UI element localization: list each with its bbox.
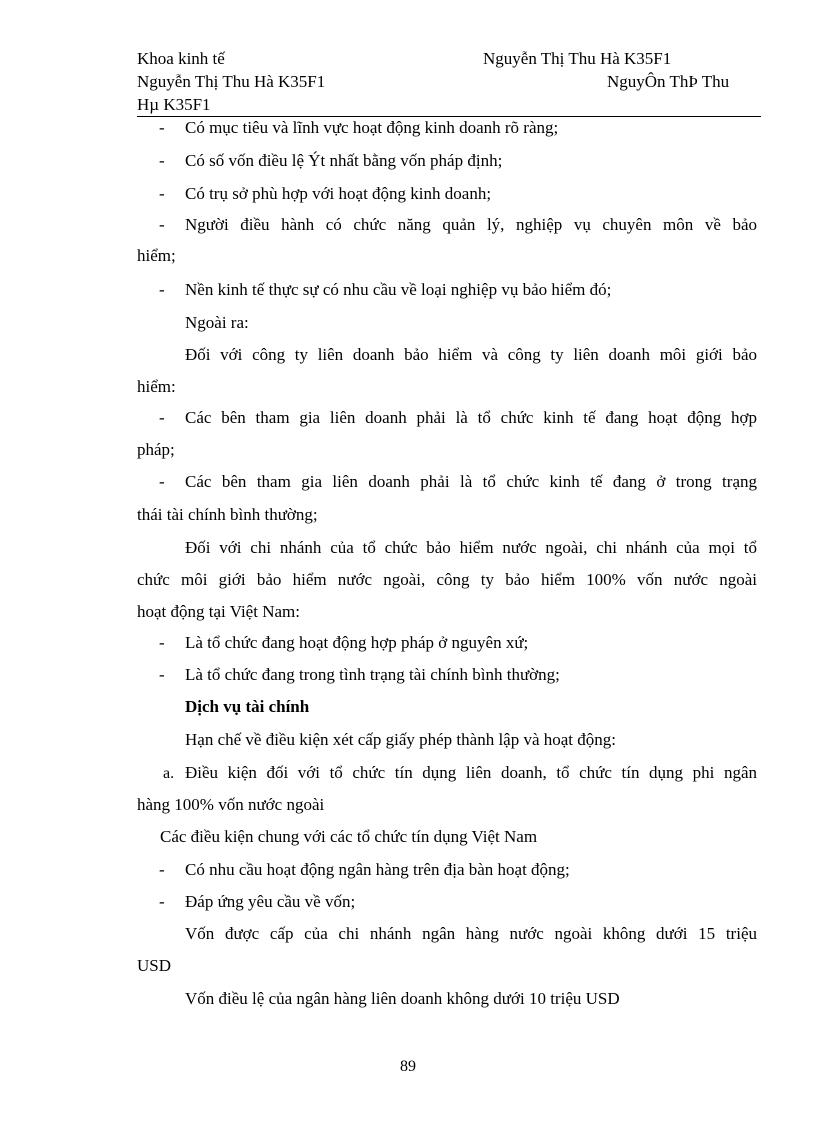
bullet-mark: -: [159, 280, 165, 299]
header-author-garbled: NguyÔn ThÞ Thu: [607, 72, 730, 91]
header-author-garbled-cont: Hµ K35F1: [137, 95, 211, 114]
header-author-left: Nguyễn Thị Thu Hà K35F1: [137, 72, 326, 91]
list-item-text: Có số vốn điều lệ Ýt nhất bằng vốn pháp định;: [185, 151, 503, 170]
list-item-text: Các bên tham gia liên doanh phải là tổ chức kinh tế đang hoạt động hợp: [185, 408, 757, 427]
paragraph-line: Đối với công ty liên doanh bảo hiểm và công ty liên doanh môi giới bảo: [185, 345, 757, 364]
paragraph: Các điều kiện chung với các tổ chức tín dụng Việt Nam: [160, 827, 538, 846]
paragraph-line: Đối với chi nhánh của tổ chức bảo hiểm nước ngoài, chi nhánh của mọi tổ: [185, 538, 757, 557]
list-item-text: Là tổ chức đang hoạt động hợp pháp ở nguyên xứ;: [185, 633, 529, 652]
list-letter: a.: [163, 765, 175, 782]
paragraph: Vốn điều lệ của ngân hàng liên doanh không dưới 10 triệu USD: [185, 989, 620, 1008]
paragraph-line: Vốn được cấp của chi nhánh ngân hàng nước ngoài không dưới 15 triệu: [185, 924, 757, 943]
list-item-text: Người điều hành có chức năng quản lý, nghiệp vụ chuyên môn về bảo: [185, 215, 757, 234]
list-item-continuation: pháp;: [137, 440, 175, 459]
bullet-mark: -: [159, 472, 165, 491]
list-item-continuation: hiểm;: [137, 246, 176, 265]
list-item-text: Các bên tham gia liên doanh phải là tổ chức kinh tế đang ở trong trạng: [185, 472, 757, 491]
bullet-mark: -: [159, 215, 165, 234]
list-item-continuation: thái tài chính bình thường;: [137, 505, 318, 524]
paragraph-line: Điều kiện đối với tổ chức tín dụng liên doanh, tổ chức tín dụng phi ngân: [185, 763, 757, 782]
list-item-text: Có trụ sở phù hợp với hoạt động kinh doanh;: [185, 184, 492, 203]
list-item-text: Đáp ứng yêu cầu về vốn;: [185, 892, 356, 911]
bullet-mark: -: [159, 860, 165, 879]
paragraph-line: hiểm:: [137, 377, 176, 396]
bullet-mark: -: [159, 665, 165, 684]
bullet-mark: -: [159, 408, 165, 427]
paragraph-line: hoạt động tại Việt Nam:: [137, 602, 300, 621]
list-item-text: Có mục tiêu và lĩnh vực hoạt động kinh doanh rõ ràng;: [185, 118, 559, 137]
header-author-right: Nguyễn Thị Thu Hà K35F1: [483, 49, 672, 68]
section-heading: Dịch vụ tài chính: [185, 697, 310, 716]
paragraph: Hạn chế về điều kiện xét cấp giấy phép thành lập và hoạt động:: [185, 730, 616, 749]
list-item-text: Có nhu cầu hoạt động ngân hàng trên địa bàn hoạt động;: [185, 860, 570, 879]
bullet-mark: -: [159, 184, 165, 203]
paragraph-line: hàng 100% vốn nước ngoài: [137, 795, 325, 814]
list-item-text: Nền kinh tế thực sự có nhu cầu về loại nghiệp vụ bảo hiểm đó;: [185, 280, 612, 299]
paragraph-line: USD: [137, 956, 172, 975]
bullet-mark: -: [159, 892, 165, 911]
paragraph-line: chức môi giới bảo hiểm nước ngoài, công ty bảo hiểm 100% vốn nước ngoài: [137, 570, 757, 589]
page-number: 89: [400, 1058, 416, 1075]
bullet-mark: -: [159, 633, 165, 652]
header-faculty: Khoa kinh tế: [137, 49, 225, 68]
bullet-mark: -: [159, 151, 165, 170]
bullet-mark: -: [159, 118, 165, 137]
list-item-text: Là tổ chức đang trong tình trạng tài chính bình thường;: [185, 665, 560, 684]
paragraph: Ngoài ra:: [185, 313, 249, 332]
